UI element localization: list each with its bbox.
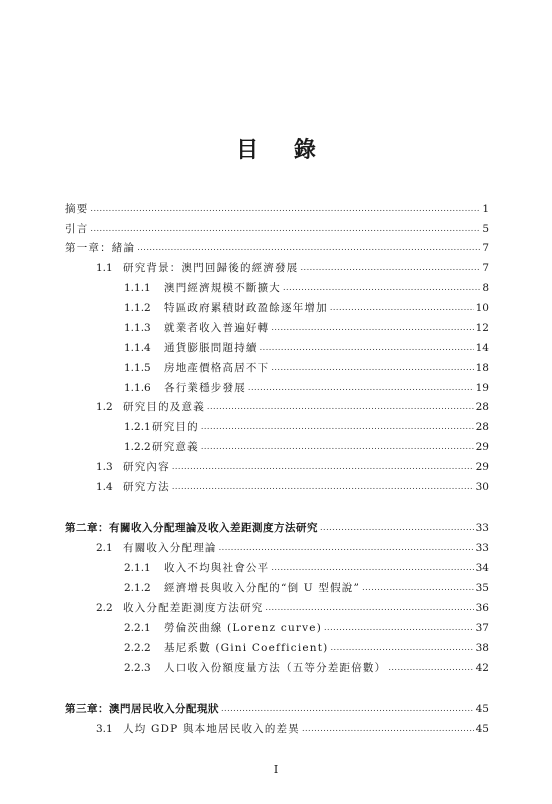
page-number-footer: I [273,763,279,776]
toc-entry[interactable] [65,702,489,716]
toc-entry-title: 收入不均與社會公平 [164,562,270,574]
toc-entry[interactable] [124,321,489,335]
toc-entry-title: 研究方法 [123,481,170,493]
toc-entry-number: 1.3 [96,461,113,473]
toc-leader-dots [362,581,474,595]
toc-entry[interactable] [124,341,489,355]
toc-entry[interactable] [124,381,489,395]
toc-entry-page: 35 [475,582,489,594]
toc-entry-title: 基尼系數 (Gini Coefficient) [164,642,329,654]
toc-leader-dots [388,661,473,675]
toc-leader-dots [302,722,474,736]
toc-leader-dots [301,261,481,275]
toc-entry-number: 1.1.1 [124,282,151,294]
toc-entry[interactable] [124,361,489,375]
toc-entry-page: 28 [475,421,489,433]
toc-entry-page: 38 [475,642,489,654]
toc-entry[interactable] [96,722,489,736]
toc-entry-page: 10 [475,302,489,314]
toc-entry-page: 33 [475,522,489,534]
toc-entry-title: 經濟增長與收入分配的“倒 U 型假說” [164,582,361,594]
toc-leader-dots [265,601,473,615]
toc-entry-number: 1.1.4 [124,342,151,354]
toc-entry[interactable] [96,400,489,414]
toc-entry[interactable] [124,301,489,315]
toc-entry[interactable] [124,621,489,635]
toc-entry[interactable] [124,420,489,434]
toc-leader-dots [207,400,474,414]
toc-leader-dots [320,521,474,535]
toc-entry-number: 2.2.3 [124,662,151,674]
toc-leader-dots [201,420,474,434]
toc-entry-page: 12 [475,322,489,334]
toc-entry-page: 34 [475,562,489,574]
toc-entry-title: 房地產價格高居不下 [164,362,270,374]
toc-entry[interactable] [65,202,489,216]
toc-entry-number: 2.1 [96,542,113,554]
toc-entry-title: 研究背景：澳門回歸後的經濟發展 [123,262,299,274]
toc-leader-dots [248,381,474,395]
toc-entry-number: 1.4 [96,481,113,493]
toc-entry[interactable] [124,561,489,575]
toc-leader-dots [271,321,473,335]
toc-entry-page: 14 [475,342,489,354]
toc-leader-dots [172,480,474,494]
toc-leader-dots [172,460,474,474]
toc-leader-dots [330,641,473,655]
toc-entry-title: 特區政府累積財政盈餘逐年增加 [164,302,328,314]
toc-leader-dots [330,301,474,315]
toc-entry-page: 19 [475,382,489,394]
toc-entry-page: 42 [475,662,489,674]
toc-leader-dots [271,561,473,575]
toc-entry-page: 7 [482,242,489,254]
toc-entry-title: 研究內容 [123,461,170,473]
toc-entry-page: 5 [482,223,489,235]
toc-entry[interactable] [65,222,489,236]
toc-entry-page: 29 [475,441,489,453]
toc-entry-title: 引言 [65,223,89,235]
page-title: 目 錄 [236,137,330,163]
toc-entry-page: 30 [475,481,489,493]
toc-entry-number: 1.1.3 [124,322,151,334]
toc-entry[interactable] [96,261,489,275]
toc-entry-title: 就業者收入普遍好轉 [164,322,270,334]
toc-entry-page: 45 [475,703,489,715]
toc-entry[interactable] [124,281,489,295]
toc-entry-title: 通貨膨脹問題持續 [164,342,258,354]
toc-entry[interactable] [65,521,489,535]
toc-entry-number: 1.1 [96,262,113,274]
toc-leader-dots [219,541,474,555]
toc-entry-number: 2.2 [96,602,113,614]
toc-entry-title: 研究意義 [152,441,199,453]
toc-entry-page: 7 [482,262,489,274]
toc-leader-dots [221,702,474,716]
toc-leader-dots [324,621,474,635]
toc-entry-page: 29 [475,461,489,473]
toc-leader-dots [90,202,480,216]
toc-entry-page: 28 [475,401,489,413]
toc-entry-title: 第三章：澳門居民收入分配現狀 [65,703,219,715]
toc-entry-number: 2.2.2 [124,642,151,654]
toc-entry-title: 摘要 [65,203,89,215]
toc-entry[interactable] [124,581,489,595]
toc-entry[interactable] [65,241,489,255]
toc-entry-page: 45 [475,723,489,735]
toc-entry[interactable] [124,661,489,675]
toc-leader-dots [260,341,474,355]
toc-entry[interactable] [96,480,489,494]
toc-entry[interactable] [124,641,489,655]
toc-entry-number: 1.2.1 [124,421,151,433]
toc-entry-number: 1.2 [96,401,113,413]
toc-entry-title: 各行業穩步發展 [164,382,246,394]
toc-entry[interactable] [96,460,489,474]
toc-entry-page: 33 [475,542,489,554]
toc-entry[interactable] [96,601,489,615]
toc-entry-page: 1 [482,203,489,215]
toc-entry-number: 1.1.5 [124,362,151,374]
toc-entry-page: 8 [482,282,489,294]
toc-entry-page: 36 [475,602,489,614]
toc-entry-number: 2.1.2 [124,582,151,594]
toc-leader-dots [201,440,474,454]
toc-entry-title: 人口收入份額度量方法（五等分差距倍數） [164,662,387,674]
toc-leader-dots [271,361,473,375]
toc-entry-title: 研究目的及意義 [123,401,205,413]
toc-entry-number: 1.1.2 [124,302,151,314]
toc-entry-title: 人均 GDP 與本地居民收入的差異 [123,723,300,735]
toc-entry-title: 有關收入分配理論 [123,542,217,554]
toc-entry-title: 第一章：緒論 [65,242,136,254]
toc-entry-title: 研究目的 [152,421,199,433]
toc-entry-number: 2.2.1 [124,622,151,634]
toc-entry-number: 3.1 [96,723,113,735]
toc-leader-dots [137,241,480,255]
toc-leader-dots [283,281,480,295]
toc-entry-title: 勞倫茨曲線 (Lorenz curve) [164,622,322,634]
toc-entry[interactable] [96,541,489,555]
toc-entry-number: 1.2.2 [124,441,151,453]
toc-entry-number: 1.1.6 [124,382,151,394]
toc-entry-page: 37 [475,622,489,634]
toc-entry-page: 18 [475,362,489,374]
toc-entry-title: 第二章：有關收入分配理論及收入差距測度方法研究 [65,522,318,534]
toc-entry-title: 澳門經濟規模不斷擴大 [164,282,281,294]
toc-leader-dots [90,222,480,236]
toc-entry-title: 收入分配差距測度方法研究 [123,602,264,614]
toc-entry[interactable] [124,440,489,454]
toc-entry-number: 2.1.1 [124,562,151,574]
